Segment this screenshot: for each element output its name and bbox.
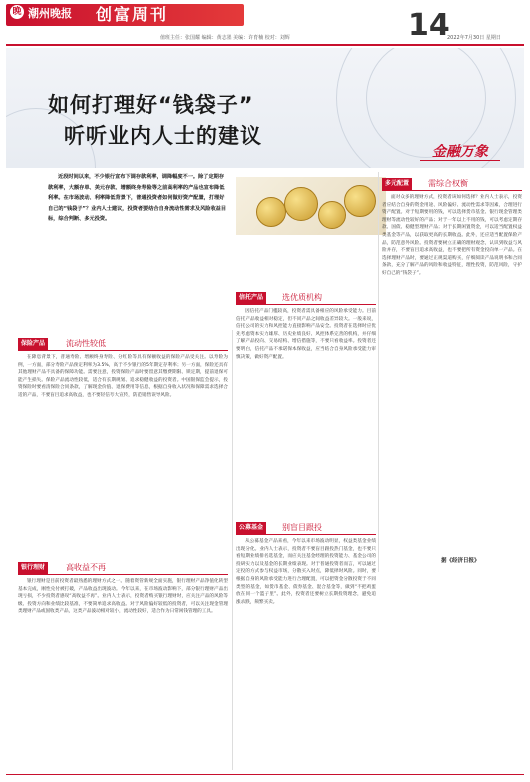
coins-photo — [236, 177, 386, 235]
masthead-rule — [6, 44, 524, 46]
section-header-trust — [236, 292, 376, 304]
headline: 如何打理好“钱袋子” — [48, 93, 254, 117]
source-credit: 据《经济日报》 — [441, 558, 480, 564]
section-title: 高收益不再 — [66, 563, 106, 572]
newspaper-logo-icon: 晚 — [10, 5, 24, 19]
coin-icon — [284, 187, 318, 221]
section-title: 别盲目跟投 — [282, 523, 322, 532]
bank-body: 银行理财是目前投资者最熟悉的理财方式之一。随着资管新规全面实施，银行理财产品净值化转型基本完成，刚性兑付被打破，产品收益出现波动。今年以来，在市场波动影响下，部分银行理财产品出现亏损，不少投资者感叹“高收益不再”。业内人士表示，投资者购买银行理财时，应关注产品的风险等级、投资方向和业绩比较基准，不要简单追求高收益。对于风险偏好较低的投资者，可以关注现金管理类理财产品或固收类产品，这类产品波动相对较小，流动性较好，适合作为日常闲钱管理的工具。 — [18, 579, 228, 615]
section-rule — [18, 574, 228, 575]
subheadline: 听听业内人士的建议 — [64, 124, 262, 148]
column-logo-rule — [420, 160, 500, 161]
coin-icon — [256, 197, 286, 227]
section-rule — [236, 534, 376, 535]
fund-body: 从公募基金产品来看，今年以来市场波动明显，权益类基金业绩出现分化。业内人士表示，投资者不要盲目跟投热门基金，也不要只看短期业绩排名选基金，而应关注基金经理的投资能力、基金公司的投研实力以及基金的长期业绩表现。对于普通投资者而言，可以通过定投的方式参与权益市场，分散买入时点，降低择时风险。同时，要根据自身的风险承受能力进行合理配置，可以把资金分散投资于不同类型的基金，如货币基金、债券基金、混合基金等，做到“不把鸡蛋放在同一个篮子里”。此外，投资者还要树立长期投资理念，避免追涨杀跌，频繁买卖。 — [236, 539, 376, 605]
issue-date: 2022年7月30日 星期日 — [447, 35, 501, 41]
section-tag: 银行理财 — [18, 562, 48, 574]
section-rule — [236, 304, 376, 305]
insurance-body: 在降息背景下，普通寿险、增额终身寿险、分红险等具有保额收益的保险产品受关注。以寿险为例，一方面，部分寿险产品预定利率为3.5%，高于不少银行的5年期定存利率；另一方面，保险还具有其他理财产品不具备的保障功能。需要注意，投资保险产品时要留意其缴费期限、锁定期，提前退保可能产生损失。保险产品流动性较低，适合有长期规划、追求稳健收益的投资者。中国银保监会提示，投资保险时要看清保险合同条款，了解现金价值、退保费用等信息，根据自身收入状况和保障需求选择合适的产品，不要盲目追求高收益，也不要轻信夸大宣传，防范销售误导风险。 — [18, 355, 228, 398]
section-header-fund — [236, 522, 376, 534]
newspaper-name: 潮州晚报 — [28, 7, 72, 20]
trust-body: 因信托产品门槛较高，投资者需具备相应的风险承受能力。目前信托产品收益相对稳定，但不同产品之间收益差异较大。一般来说，信托公司的实力和风控能力直接影响产品安全。投资者在选择时应优先考虑资本实力雄厚、历史业绩良好、风控体系完善的机构，并仔细了解产品投向、交易结构、增信措施等，不要只看收益率。投资者还要明白，信托产品不承诺保本保收益，应当结合自身风险承受能力审慎决策，做好资产配置。 — [236, 309, 376, 360]
section-rule — [18, 350, 228, 351]
section-header-bank — [18, 562, 228, 574]
column-rule — [232, 330, 233, 770]
section-header-insurance — [18, 338, 228, 350]
section-tag: 信托产品 — [236, 292, 266, 304]
page-number: 14 — [408, 8, 450, 43]
section-title: 创富周刊 — [96, 5, 169, 24]
coin-icon — [318, 201, 346, 229]
section-tag: 保险产品 — [18, 338, 48, 350]
column-logo: 金融万象 — [432, 144, 488, 160]
article-lead: 近段时间以来，不少银行宣布下调存款利率，调降幅度不一。除了定期存款利率，大额存单、美元存款、增额终身寿险等之前高利率的产品也宣布降低利率。在市场波动、利率降低背景下，普通投资者如何做好资产配置，打理好自己的“钱袋子”？业内人士建议，投资者要结合自身流动性需求及风险收益目标，综合判断、多元投资。 — [48, 174, 227, 222]
section-rule — [382, 190, 522, 191]
footer-rule — [6, 774, 524, 775]
section-title: 选优质机构 — [282, 293, 322, 302]
coin-icon — [344, 185, 376, 217]
column-rule — [378, 172, 379, 572]
section-header-diversify — [382, 178, 522, 190]
section-title: 流动性较低 — [66, 339, 106, 348]
staff-credits: 值班主任：张国耀 编辑：黄志墨 美编：许育楠 校对：刘辉 — [160, 35, 290, 41]
section-title: 需综合权衡 — [428, 179, 468, 188]
section-tag: 公募基金 — [236, 522, 266, 534]
section-tag: 多元配置 — [382, 178, 412, 190]
diversify-body: 面对众多的理财方式，投资者该如何选择？业内人士表示，投资者应结合自身的资金用途、风险偏好、流动性需求等因素，合理进行资产配置。对于短期要用的钱，可以选择货币基金、银行现金管理类理财等流动性较好的产品；对于一年以上不用的钱，可以考虑定期存款、国债、稳健型理财产品；对于长期闲置资金，可以适当配置权益类基金等产品，以获取更高的长期收益。此外，还应适当配置保险产品，防范意外风险。投资者要树立正确的理财观念，认识到收益与风险并存，不要盲目追求高收益，也不要把所有资金投向单一产品。在选择理财产品时，要通过正规渠道购买，仔细阅读产品说明书和合同条款，充分了解产品的风险和收益特征，理性投资，防范风险，守护好自己的“钱袋子”。 — [382, 195, 522, 276]
